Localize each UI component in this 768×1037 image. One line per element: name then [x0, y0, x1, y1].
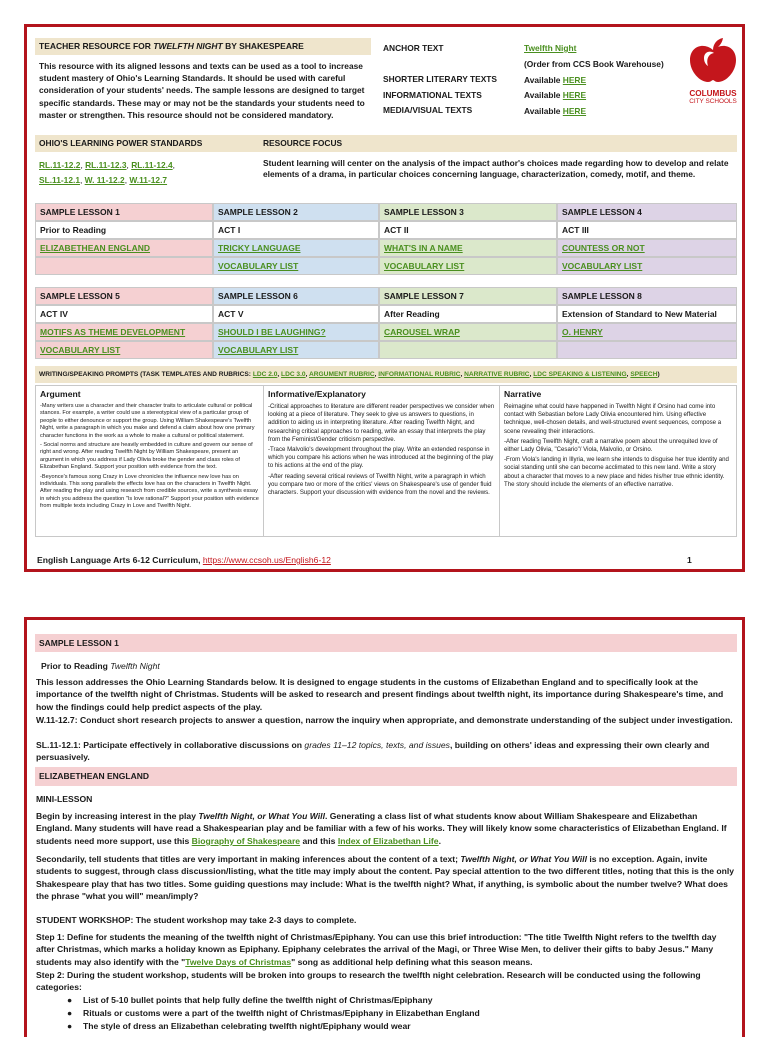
narrative-prompt: -From Viola's landing in Illyria, we learn she intends to disguise her true identity and social standing until she can become acclimated to this new land. Write a story about a character that moves to a new place and hides his/her true ethnic identity. The story should include the elements of an effective narrative. — [504, 456, 729, 488]
standard-link[interactable]: RL.11-12.3 — [85, 160, 127, 170]
bullet-icon: ● — [67, 995, 73, 1005]
rubric-link[interactable]: INFORMATIONAL RUBRIC — [378, 371, 461, 378]
list-item — [67, 1020, 727, 1033]
bullet-text: Rituals or customs were a part of the twelfth night of Christmas/Epiphany in Elizabethan England — [83, 1007, 480, 1018]
vocabulary-list-link[interactable]: VOCABULARY LIST — [40, 345, 121, 355]
lesson-vocab-empty — [35, 257, 213, 275]
p1-end: . — [438, 835, 441, 846]
lesson-title: SAMPLE LESSON 3 — [379, 203, 557, 221]
info-here-link[interactable]: HERE — [562, 90, 587, 101]
lesson-act: ACT IV — [35, 305, 213, 323]
footer-label: English Language Arts 6-12 Curriculum, — [37, 555, 203, 565]
step1-b: " song as additional help defining what this season means. — [291, 956, 533, 967]
w-standard: W.11-12.7: Conduct short research projects to answer a question, narrow the inquiry when appropriate, and demonstrate understanding of the subject under investigation. — [36, 715, 733, 725]
sl-standard-a: SL.11-12.1: Participate effectively in collaborative discussions on — [36, 740, 305, 750]
step-1 — [36, 931, 736, 968]
p1-b: . Generating a class list of what students know about William Shakespeare and Elizabethan England. Many students will have read a Shakespearian play and be familiar with a few of his works. They will likely know some characteristics of Elizabethan England. If students need more support, use this — [36, 811, 727, 846]
title-suffix: BY SHAKESPEARE — [222, 41, 304, 51]
lesson-act: ACT II — [379, 221, 557, 239]
page-footer — [37, 554, 331, 566]
section-header: ELIZABETHEAN ENGLAND — [35, 767, 737, 786]
prompts-table — [35, 385, 737, 537]
argument-prompt: -Beyonce's famous song Crazy in Love chronicles the influence new love has on individuals. This song parallels the effects love has on the characters in Twelfth Night. After reading the play and using research from credible sources, write a synthesis essay in which you address the question "Is love rational?" Support your position with evidence from multiple texts including Crazy in Love and Twelfth Night. — [40, 473, 259, 510]
sl-standard-b: , building on others' ideas and expressing their own clearly and persuasively. — [36, 740, 710, 763]
p2-a: Secondarily, tell students that titles are very important in making inferences about the content of a text; — [36, 854, 461, 864]
vocabulary-list-link[interactable]: VOCABULARY LIST — [562, 261, 643, 271]
prior-italic: Twelfth Night — [110, 661, 160, 671]
rubric-link[interactable]: LDC 3.0 — [281, 371, 306, 378]
mini-lesson-p2 — [36, 853, 736, 903]
narrative-title: Narrative — [504, 389, 542, 399]
standard-link[interactable]: W.11-12.7 — [129, 175, 168, 185]
argument-column — [36, 386, 264, 536]
p2-b: is no exception. Again, invite students to suggest, through class discussion/listing, what the title may imply about the content. Pay special attention to the two different titles, noting that this is the only Shakespeare play that has two titles. Some guiding questions may include: What is the twelfth night? What, if anything, is symbolic about the number twelve? What does the phrase "what you will" mean/imply? — [36, 854, 735, 902]
argument-title: Argument — [40, 389, 81, 399]
lesson-act: Prior to Reading — [35, 221, 213, 239]
shorter-here-link[interactable]: HERE — [562, 74, 587, 85]
lesson-title: SAMPLE LESSON 7 — [379, 287, 557, 305]
page-2 — [24, 617, 745, 1037]
lesson-title: SAMPLE LESSON 2 — [213, 203, 379, 221]
prompts-header-close: ) — [657, 371, 660, 378]
shorter-available: Available — [524, 74, 563, 85]
bullet-icon: ● — [67, 1007, 73, 1018]
rubric-link[interactable]: LDC 2.0 — [252, 371, 278, 378]
anchor-note: (Order from CCS Book Warehouse) — [524, 58, 664, 69]
anchor-label: ANCHOR TEXT — [383, 43, 444, 53]
twelve-days-link[interactable]: Twelve Days of Christmas — [185, 956, 292, 967]
informative-prompt: -Critical approaches to literature are different reader perspectives we consider when looking at a piece of literature. They seek to give us answers to questions, in addition to aiding us in interpreting literature. After reading Twelfth Night, and researching critical approaches to reading, write an essay that interprets the play from the Feminist/Gender criticism perspective. — [268, 403, 495, 443]
page-number: 1 — [687, 555, 692, 565]
informative-title: Informative/Explanatory — [268, 389, 366, 399]
media-available: Available — [524, 106, 563, 117]
lesson-topic-link[interactable]: MOTIFS AS THEME DEVELOPMENT — [40, 327, 186, 337]
prompts-header: WRITING/SPEAKING PROMPTS (TASK TEMPLATES AND RUBRICS: LDC 2.0, LDC 3.0, ARGUMENT RUBRIC, INFORMATIONAL RUBRIC, NARRATIVE RUBRIC, LDC SPEAKING & LISTENING, SPEECH) — [35, 366, 737, 383]
lesson-title: SAMPLE LESSON 8 — [557, 287, 737, 305]
lesson-act: Extension of Standard to New Material — [557, 305, 737, 323]
informative-prompt: -Trace Malvolio's development throughout the play. Write an extended response in which you compare his actions when he was introduced at the beginning of the play to his actions at the end of the play. — [268, 446, 494, 470]
title-prefix: TEACHER RESOURCE FOR — [39, 41, 154, 51]
lesson-topic-link[interactable]: O. HENRY — [562, 327, 603, 337]
mini-lesson-p1 — [36, 810, 736, 847]
vocabulary-list-link[interactable]: VOCABULARY LIST — [218, 261, 299, 271]
lesson-topic-link[interactable]: COUNTESS OR NOT — [562, 243, 645, 253]
lesson-title: SAMPLE LESSON 5 — [35, 287, 213, 305]
media-here-link[interactable]: HERE — [562, 106, 587, 117]
lesson-vocab-empty — [557, 341, 737, 359]
lesson-topic-link[interactable]: ELIZABETHEAN ENGLAND — [40, 243, 151, 253]
informative-column — [264, 386, 500, 536]
argument-prompt: - Social norms and structure are heavily embedded in culture and govern our sense of right and wrong. After reading Twelfth Night by William Shakespeare, present an argument in which you address if Lady Olivia broke the gender and class roles of Elizabethan England. Support your position with evidence from the text. — [40, 442, 253, 471]
lesson-topic-link[interactable]: WHAT'S IN A NAME — [384, 243, 463, 253]
standard-link[interactable]: SL.11-12.1 — [39, 175, 80, 185]
narrative-column — [500, 386, 736, 536]
apple-logo-icon — [684, 36, 742, 84]
title-italic: TWELFTH NIGHT — [153, 41, 223, 51]
media-label: MEDIA/VISUAL TEXTS — [383, 105, 473, 116]
student-workshop: STUDENT WORKSHOP: The student workshop may take 2-3 days to complete. — [36, 915, 357, 925]
prompts-header-label: WRITING/SPEAKING PROMPTS (TASK TEMPLATES AND RUBRICS: — [39, 371, 253, 378]
lesson-act: ACT V — [213, 305, 379, 323]
rubric-link[interactable]: LDC SPEAKING & LISTENING — [533, 371, 627, 378]
standards-list: RL.11-12.2, RL.11-12.3, RL.11-12.4, SL.11-12.1, W. 11-12.2, W.11-12.7 — [39, 160, 175, 185]
p1-italic: Twelfth Night, or What You Will — [198, 811, 325, 821]
columbus-city-schools-logo — [684, 36, 742, 106]
list-item — [67, 994, 727, 1007]
curriculum-url-link[interactable]: https://www.ccsoh.us/English6-12 — [202, 555, 331, 565]
anchor-text-link[interactable]: Twelfth Night — [524, 43, 577, 53]
bullet-text: List of 5-10 bullet points that help fully define the twelfth night of Christmas/Epiphany — [83, 995, 433, 1005]
list-item — [67, 1007, 727, 1020]
standard-link[interactable]: RL.11-12.2 — [39, 160, 81, 170]
lesson-act: After Reading — [379, 305, 557, 323]
lesson-header: SAMPLE LESSON 1 — [35, 634, 737, 652]
informative-prompt: -After reading several critical reviews of Twelfth Night, write a paragraph in which you compare two or more of the critics' views on Shakespeare's use of gender fluid characters. Support your discussion with evidence from the novel and the reviews. — [268, 472, 492, 497]
resource-focus-header: RESOURCE FOCUS — [263, 138, 343, 148]
lesson-intro: This lesson addresses the Ohio Learning Standards below. It is designed to engage students in the customs of Elizabethan England and to specifically look at the importance of the twelfth night of Christmas. Students will be asked to research and present findings about twelfth night, its importance during Shakespeare's time, and how the findings could help predict aspects of the play. — [36, 677, 724, 712]
lesson-vocab-empty — [379, 341, 557, 359]
standards-header: OHIO'S LEARNING POWER STANDARDS — [39, 138, 203, 148]
p1-and: and this — [300, 835, 338, 846]
rubric-link[interactable]: ARGUMENT RUBRIC — [309, 371, 375, 378]
bullet-text: The style of dress an Elizabethan celebrating twelfth night/Epiphany would wear — [83, 1020, 411, 1031]
resource-focus-text: Student learning will center on the analysis of the impact author's choices made regarding how to develop and relate elements of a drama, in particular choices concerning language, characterization, comedy, motif, and theme. — [263, 158, 729, 180]
texts-values — [524, 41, 664, 120]
lesson-title: SAMPLE LESSON 1 — [35, 203, 213, 221]
resource-title — [35, 38, 371, 55]
standard-link[interactable]: W. 11-12.2 — [84, 175, 125, 185]
p1-a: Begin by increasing interest in the play — [36, 811, 199, 821]
lessons-table-2 — [35, 287, 737, 359]
page-1 — [24, 24, 745, 572]
shorter-label: SHORTER LITERARY TEXTS — [383, 73, 498, 84]
argument-prompt: -Many writers use a character and their character traits to articulate cultural or political stances. For example, a writer could use a stereotypical view of a particular group of people to either denounce or support the group. Using William Shakespeare's Twelfth Night, write a paragraph in which you make and defend a claim about how one primary character functions in the work as a whole to make a cultural or political statement. — [40, 403, 255, 439]
lesson-topic-link[interactable]: SHOULD I BE LAUGHING? — [218, 327, 326, 337]
info-available: Available — [524, 90, 563, 101]
lesson-title: SAMPLE LESSON 4 — [557, 203, 737, 221]
lessons-table-1 — [35, 203, 737, 275]
step1-a: Step 1: Define for students the meaning of the twelfth night of Christmas/Epiphany. You can use this brief introduction: "The title Twelfth Night refers to the twelfth day after Christmas, which marks a holiday known as Epiphany. Epiphany celebrates the arrival of the Magi, or Three Wise Men, to deliver their gifts to baby Jesus." Many students may also identify with the " — [36, 932, 717, 967]
narrative-prompt: -After reading Twelfth Night, craft a narrative poem about the unrequited love of either Lady Olivia, "Cesario"/ Viola, Malvolio, or Orsino. — [504, 437, 718, 454]
lesson-act: ACT I — [213, 221, 379, 239]
lesson-topic-link[interactable]: CAROUSEL WRAP — [384, 327, 460, 337]
prior-label: Prior to Reading — [41, 661, 111, 671]
prior-to-reading — [41, 660, 741, 672]
p2-italic: Twelfth Night, or What You Will — [460, 854, 587, 864]
rubric-link[interactable]: NARRATIVE RUBRIC — [464, 371, 530, 378]
info-label: INFORMATIONAL TEXTS — [383, 89, 482, 100]
lesson-topic-link[interactable]: TRICKY LANGUAGE — [218, 243, 301, 253]
lesson-act: ACT III — [557, 221, 737, 239]
texts-labels — [383, 41, 497, 119]
vocabulary-list-link[interactable]: VOCABULARY LIST — [218, 345, 299, 355]
standard-link[interactable]: RL.11-12.4 — [131, 160, 173, 170]
biography-link[interactable]: Biography of Shakespeare — [191, 835, 301, 846]
narrative-prompt: Reimagine what could have happened in Twelfth Night if Orsino had come into contact with Sebastian before Lady Olivia encountered him. Using effective technique, well-chosen details, and well-structured event sequences, compose a scene revealing their interactions. — [504, 403, 722, 435]
mini-lesson-label: MINI-LESSON — [36, 794, 93, 804]
logo-line-1: COLUMBUS — [689, 89, 737, 98]
category-list — [67, 994, 727, 1032]
bullet-icon: ● — [67, 1020, 73, 1031]
rubric-link[interactable]: SPEECH — [630, 371, 658, 378]
step-2: Step 2: During the student workshop, students will be broken into groups to research the twelfth night celebration. Research will be conducted using the following categories: — [36, 970, 701, 993]
elizabethan-life-link[interactable]: Index of Elizabethan Life — [337, 835, 439, 846]
lesson-title: SAMPLE LESSON 6 — [213, 287, 379, 305]
standards-band — [35, 135, 737, 152]
sl-standard — [36, 739, 736, 764]
logo-line-2: CITY SCHOOLS — [689, 98, 737, 105]
vocabulary-list-link[interactable]: VOCABULARY LIST — [384, 261, 465, 271]
sl-standard-italic: grades 11–12 topics, texts, and issues — [304, 740, 450, 750]
intro-text: This resource with its aligned lessons and texts can be used as a tool to increase student mastery of Ohio's Learning Standards. It should be used with careful consideration of your students' needs. The sample lessons are designed to target specific standards. These may or may not be the standards your students need to master or strengthen. This resource should not be considered mandatory. — [39, 61, 365, 120]
